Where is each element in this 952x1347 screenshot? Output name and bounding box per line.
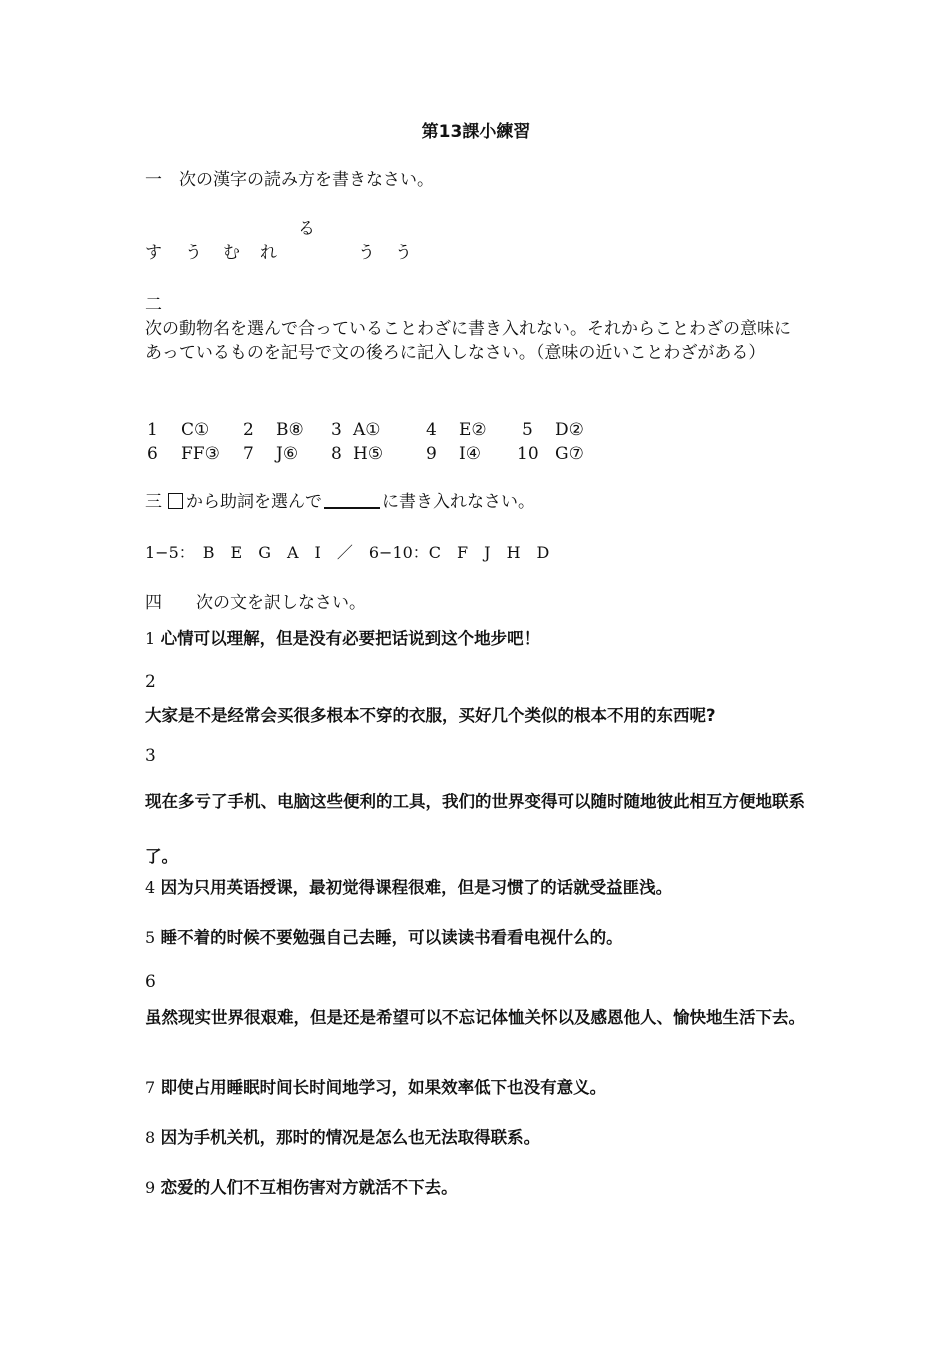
translation-item-2-text: 大家是不是经常会买很多根本不穿的衣服，买好几个类似的根本不用的东西呢? bbox=[145, 706, 716, 725]
translation-item-6-text: 虽然现实世界很艰难，但是还是希望可以不忘记体恤关怀以及感恩他人、愉快地生活下去。 bbox=[145, 1008, 805, 1027]
item-text: 睡不着的时候不要勉强自己去睡，可以读读书看看电视什么的。 bbox=[160, 928, 623, 947]
section-2-instruction: 次の動物名を選んで合っていることわざに書き入れない。それからことわざの意味にあっているものを記号で文の後ろに記入しなさい。（意味の近いことわざがある） bbox=[145, 319, 791, 363]
answer-number: 3 bbox=[331, 420, 342, 440]
section-1-ruby: る bbox=[298, 219, 315, 239]
item-number: 9 bbox=[145, 1178, 156, 1197]
item-text: 恋爱的人们不互相伤害对方就活不下去。 bbox=[160, 1178, 458, 1197]
answer-code: FF③ bbox=[181, 444, 220, 464]
answer-number: 1 bbox=[147, 420, 158, 440]
section-1-heading: 一 次の漢字の読み方を書きなさい。 bbox=[145, 170, 434, 190]
answer-code: A① bbox=[353, 420, 381, 440]
translation-item-8 bbox=[145, 1126, 540, 1150]
item-text: 因为只用英语授课，最初觉得课程很难，但是习惯了的话就受益匪浅。 bbox=[160, 878, 673, 897]
kana-answer: む bbox=[223, 243, 240, 263]
answer-code: B⑧ bbox=[276, 420, 304, 440]
section-3-text-after: に書き入れなさい。 bbox=[382, 492, 535, 512]
section-3-heading bbox=[145, 490, 535, 514]
translation-item-1 bbox=[145, 627, 540, 651]
answer-code: I④ bbox=[459, 444, 481, 464]
answer-code: D② bbox=[555, 420, 584, 440]
answer-number: 8 bbox=[331, 444, 342, 464]
page-title: 第13課小練習 bbox=[421, 122, 531, 142]
item-text: 因为手机关机，那时的情况是怎么也无法取得联系。 bbox=[160, 1128, 541, 1147]
kana-answer: す bbox=[145, 243, 162, 263]
answer-number: 2 bbox=[243, 420, 254, 440]
item-number: 4 bbox=[145, 878, 156, 897]
answer-number: 9 bbox=[426, 444, 437, 464]
item-text: 即使占用睡眠时间长时间地学习，如果效率低下也没有意义。 bbox=[160, 1078, 607, 1097]
answer-code: G⑦ bbox=[555, 444, 584, 464]
item-number: 3 bbox=[145, 746, 156, 766]
answer-code: J⑥ bbox=[276, 444, 299, 464]
answer-number: 10 bbox=[517, 444, 539, 464]
item-number: 7 bbox=[145, 1078, 156, 1097]
answer-number: 5 bbox=[522, 420, 533, 440]
kana-answer: う bbox=[185, 243, 202, 263]
answer-row-2 bbox=[147, 442, 647, 466]
section-3-answers: 1−5： B E G A I ／ 6−10：C F J H D bbox=[145, 543, 550, 562]
translation-item-3-text: 现在多亏了手机、电脑这些便利的工具，我们的世界变得可以随时随地彼此相互方便地联系了。 bbox=[145, 792, 805, 866]
item-number: 5 bbox=[145, 928, 156, 947]
answer-number: 6 bbox=[147, 444, 158, 464]
item-text: 心情可以理解，但是没有必要把话说到这个地步吧！ bbox=[160, 629, 541, 648]
section-3-text-before: から助詞を選んで bbox=[186, 492, 322, 512]
answer-code: C① bbox=[181, 420, 210, 440]
translation-item-4 bbox=[145, 876, 672, 900]
answer-row-1 bbox=[147, 418, 647, 442]
section-4-heading: 四 次の文を訳しなさい。 bbox=[145, 593, 366, 613]
answer-number: 7 bbox=[243, 444, 254, 464]
word-box-icon bbox=[168, 493, 183, 509]
item-number: 8 bbox=[145, 1128, 156, 1147]
section-2-heading: 二 bbox=[145, 295, 162, 315]
answer-number: 4 bbox=[426, 420, 437, 440]
translation-item-9 bbox=[145, 1176, 458, 1200]
kana-answer: れ bbox=[260, 243, 277, 263]
kana-answer: う bbox=[395, 243, 412, 263]
translation-item-5 bbox=[145, 926, 623, 950]
answer-code: E② bbox=[459, 420, 487, 440]
blank-line bbox=[324, 491, 380, 509]
item-number: 1 bbox=[145, 629, 156, 648]
answer-code: H⑤ bbox=[353, 444, 384, 464]
section-3-number: 三 bbox=[145, 492, 162, 512]
item-number: 2 bbox=[145, 672, 156, 692]
translation-item-7 bbox=[145, 1076, 606, 1100]
item-number: 6 bbox=[145, 972, 156, 992]
kana-answer: う bbox=[358, 243, 375, 263]
